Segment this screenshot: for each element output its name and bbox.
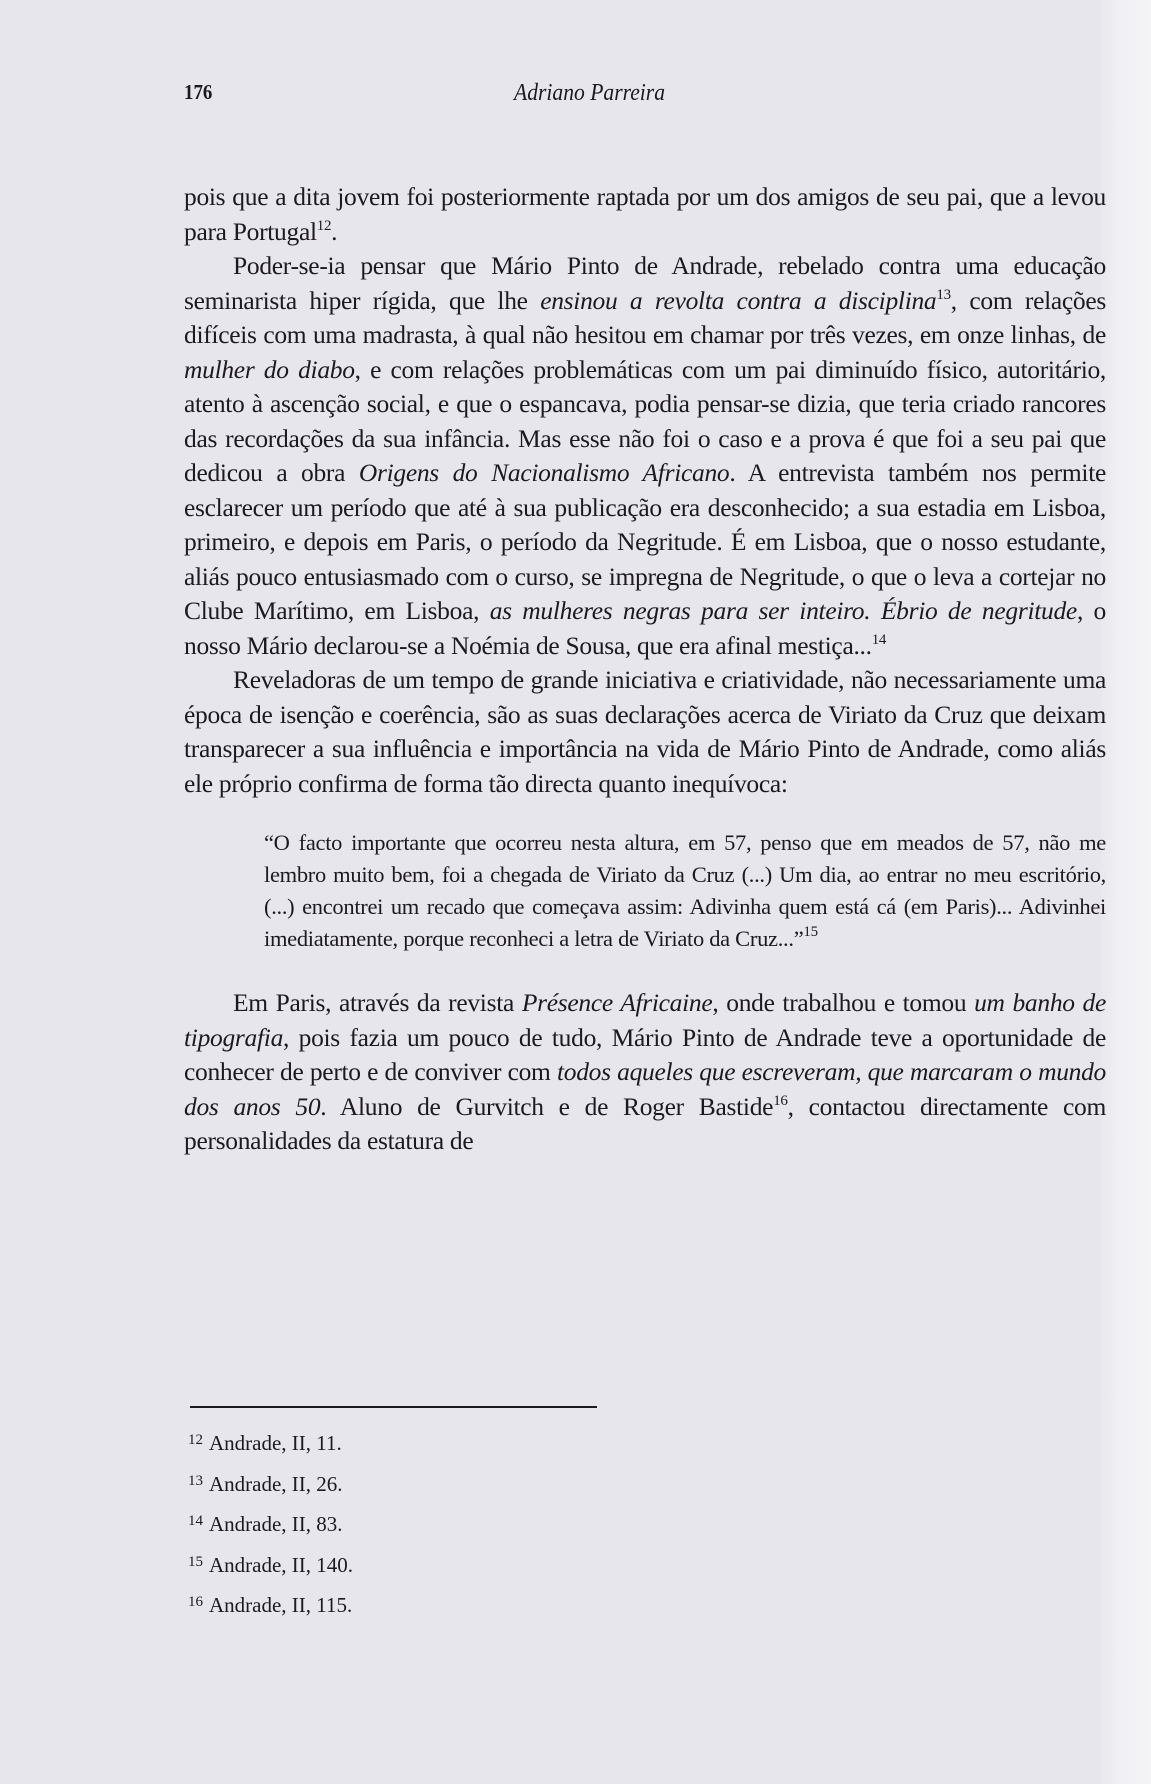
running-head-author: Adriano Parreira bbox=[514, 80, 666, 106]
footnotes bbox=[188, 1422, 353, 1625]
text-run: . bbox=[331, 216, 338, 246]
text-run: . Aluno de Gurvitch e de Roger Bastide bbox=[320, 1091, 774, 1121]
footnote-text: Andrade, II, 115. bbox=[209, 1593, 353, 1617]
text-run: . A entrevista também nos permite esclarecer um período que até à sua publicação era desconhecido; a sua estadia em Lisboa, primeiro, e depois em Paris, o período da Negritude. É em Lisboa, que o nosso estudante, aliás pouco entusiasmado com o curso, se impregna de Negritude, o que o leva a cortejar no Clube Marítimo, em Lisboa, bbox=[184, 458, 1106, 625]
footnote-text: Andrade, II, 11. bbox=[209, 1431, 342, 1455]
page-edge-shadow bbox=[1101, 0, 1151, 1784]
text-run: , o nosso Mário declarou-se a Noémia de Sousa, que era afinal mestiça... bbox=[184, 596, 1106, 660]
footnote-number: 14 bbox=[188, 1513, 203, 1529]
footnote-reference: 12 bbox=[316, 217, 332, 234]
text-run: , onde trabalhou e tomou bbox=[712, 988, 975, 1017]
text-run: , e com relações problemáticas com um pai diminuído físico, autoritário, atento à ascenção social, e que o espancava, podia pensar-se dizia, que teria criado rancores das recordações da sua infância. Mas esse não foi o caso e a prova é que foi a seu pai que dedicou a obra bbox=[184, 354, 1107, 487]
footnote-reference: 14 bbox=[871, 631, 887, 648]
footnote-reference: 16 bbox=[773, 1092, 788, 1109]
footnote-text: Andrade, II, 140. bbox=[209, 1552, 354, 1577]
text-run: , com relações difíceis com uma madrasta, à qual não hesitou em chamar por três vezes, em onze linhas, de bbox=[184, 285, 1107, 349]
footnote bbox=[188, 1463, 353, 1504]
footnote-text: Andrade, II, 26. bbox=[209, 1471, 343, 1496]
paragraph bbox=[184, 663, 1106, 801]
page-header bbox=[184, 80, 1104, 114]
emphasis-text: todos aqueles que escreveram, que marcaram o mundo dos anos 50 bbox=[184, 1057, 1106, 1121]
footnote bbox=[188, 1422, 353, 1463]
paragraph bbox=[184, 180, 1106, 249]
paragraph bbox=[184, 986, 1106, 1159]
footnote-separator bbox=[190, 1406, 597, 1408]
block-quote bbox=[264, 827, 1106, 955]
emphasis-text: as mulheres negras para ser inteiro. Ébrio de negritude bbox=[489, 596, 1077, 625]
footnote-number: 13 bbox=[188, 1472, 203, 1489]
footnote-reference: 15 bbox=[803, 924, 818, 940]
page-number: 176 bbox=[184, 80, 213, 104]
text-run: pois que a dita jovem foi posteriormente raptada por um dos amigos de seu pai, que a levou para Portugal bbox=[184, 182, 1106, 246]
footnote-number: 15 bbox=[188, 1553, 203, 1570]
footnote-text: Andrade, II, 83. bbox=[209, 1512, 343, 1536]
footnote bbox=[188, 1584, 353, 1625]
text-run: Poder-se-ia pensar que Mário Pinto de Andrade, rebelado contra uma educação seminarista hiper rígida, que lhe bbox=[184, 251, 1106, 315]
footnote bbox=[188, 1503, 353, 1544]
emphasis-text: Origens do Nacionalismo Africano bbox=[358, 458, 730, 487]
footnote bbox=[188, 1544, 353, 1585]
footnote-number: 16 bbox=[188, 1594, 203, 1610]
footnote-reference: 13 bbox=[936, 286, 951, 303]
emphasis-text: ensinou a revolta contra a disciplina bbox=[540, 285, 937, 315]
text-run: Reveladoras de um tempo de grande iniciativa e criatividade, não necessariamente uma época de isenção e coerência, são as suas declarações acerca de Viriato da Cruz que deixam transparecer a sua influência e importância na vida de Mário Pinto de Andrade, como aliás ele próprio confirma de forma tão directa quanto inequívoca: bbox=[184, 665, 1106, 798]
emphasis-text: Présence Africaine bbox=[521, 988, 713, 1017]
text-run: , pois fazia um pouco de tudo, Mário Pinto de Andrade teve a oportunidade de conhecer de perto e de conviver com bbox=[184, 1022, 1106, 1086]
text-run: Em Paris, através da revista bbox=[233, 988, 522, 1017]
body-text bbox=[184, 180, 1106, 1159]
emphasis-text: mulher do diabo bbox=[184, 354, 355, 384]
text-run: , contactou directamente com personalidades da estatura de bbox=[184, 1091, 1106, 1155]
footnote-number: 12 bbox=[188, 1432, 203, 1448]
paragraph bbox=[184, 249, 1106, 663]
emphasis-text: um banho de tipografia bbox=[184, 988, 1106, 1052]
text-run: “O facto importante que ocorreu nesta altura, em 57, penso que em meados de 57, não me lembro muito bem, foi a chegada de Viriato da Cruz (...) Um dia, ao entrar no meu escritório, (...) encontrei um recado que começava assim: Adivinha quem está cá (em Paris)... Adivinhei imediatamente, porque reconheci a letra de Viriato da Cruz...” bbox=[264, 830, 1106, 951]
